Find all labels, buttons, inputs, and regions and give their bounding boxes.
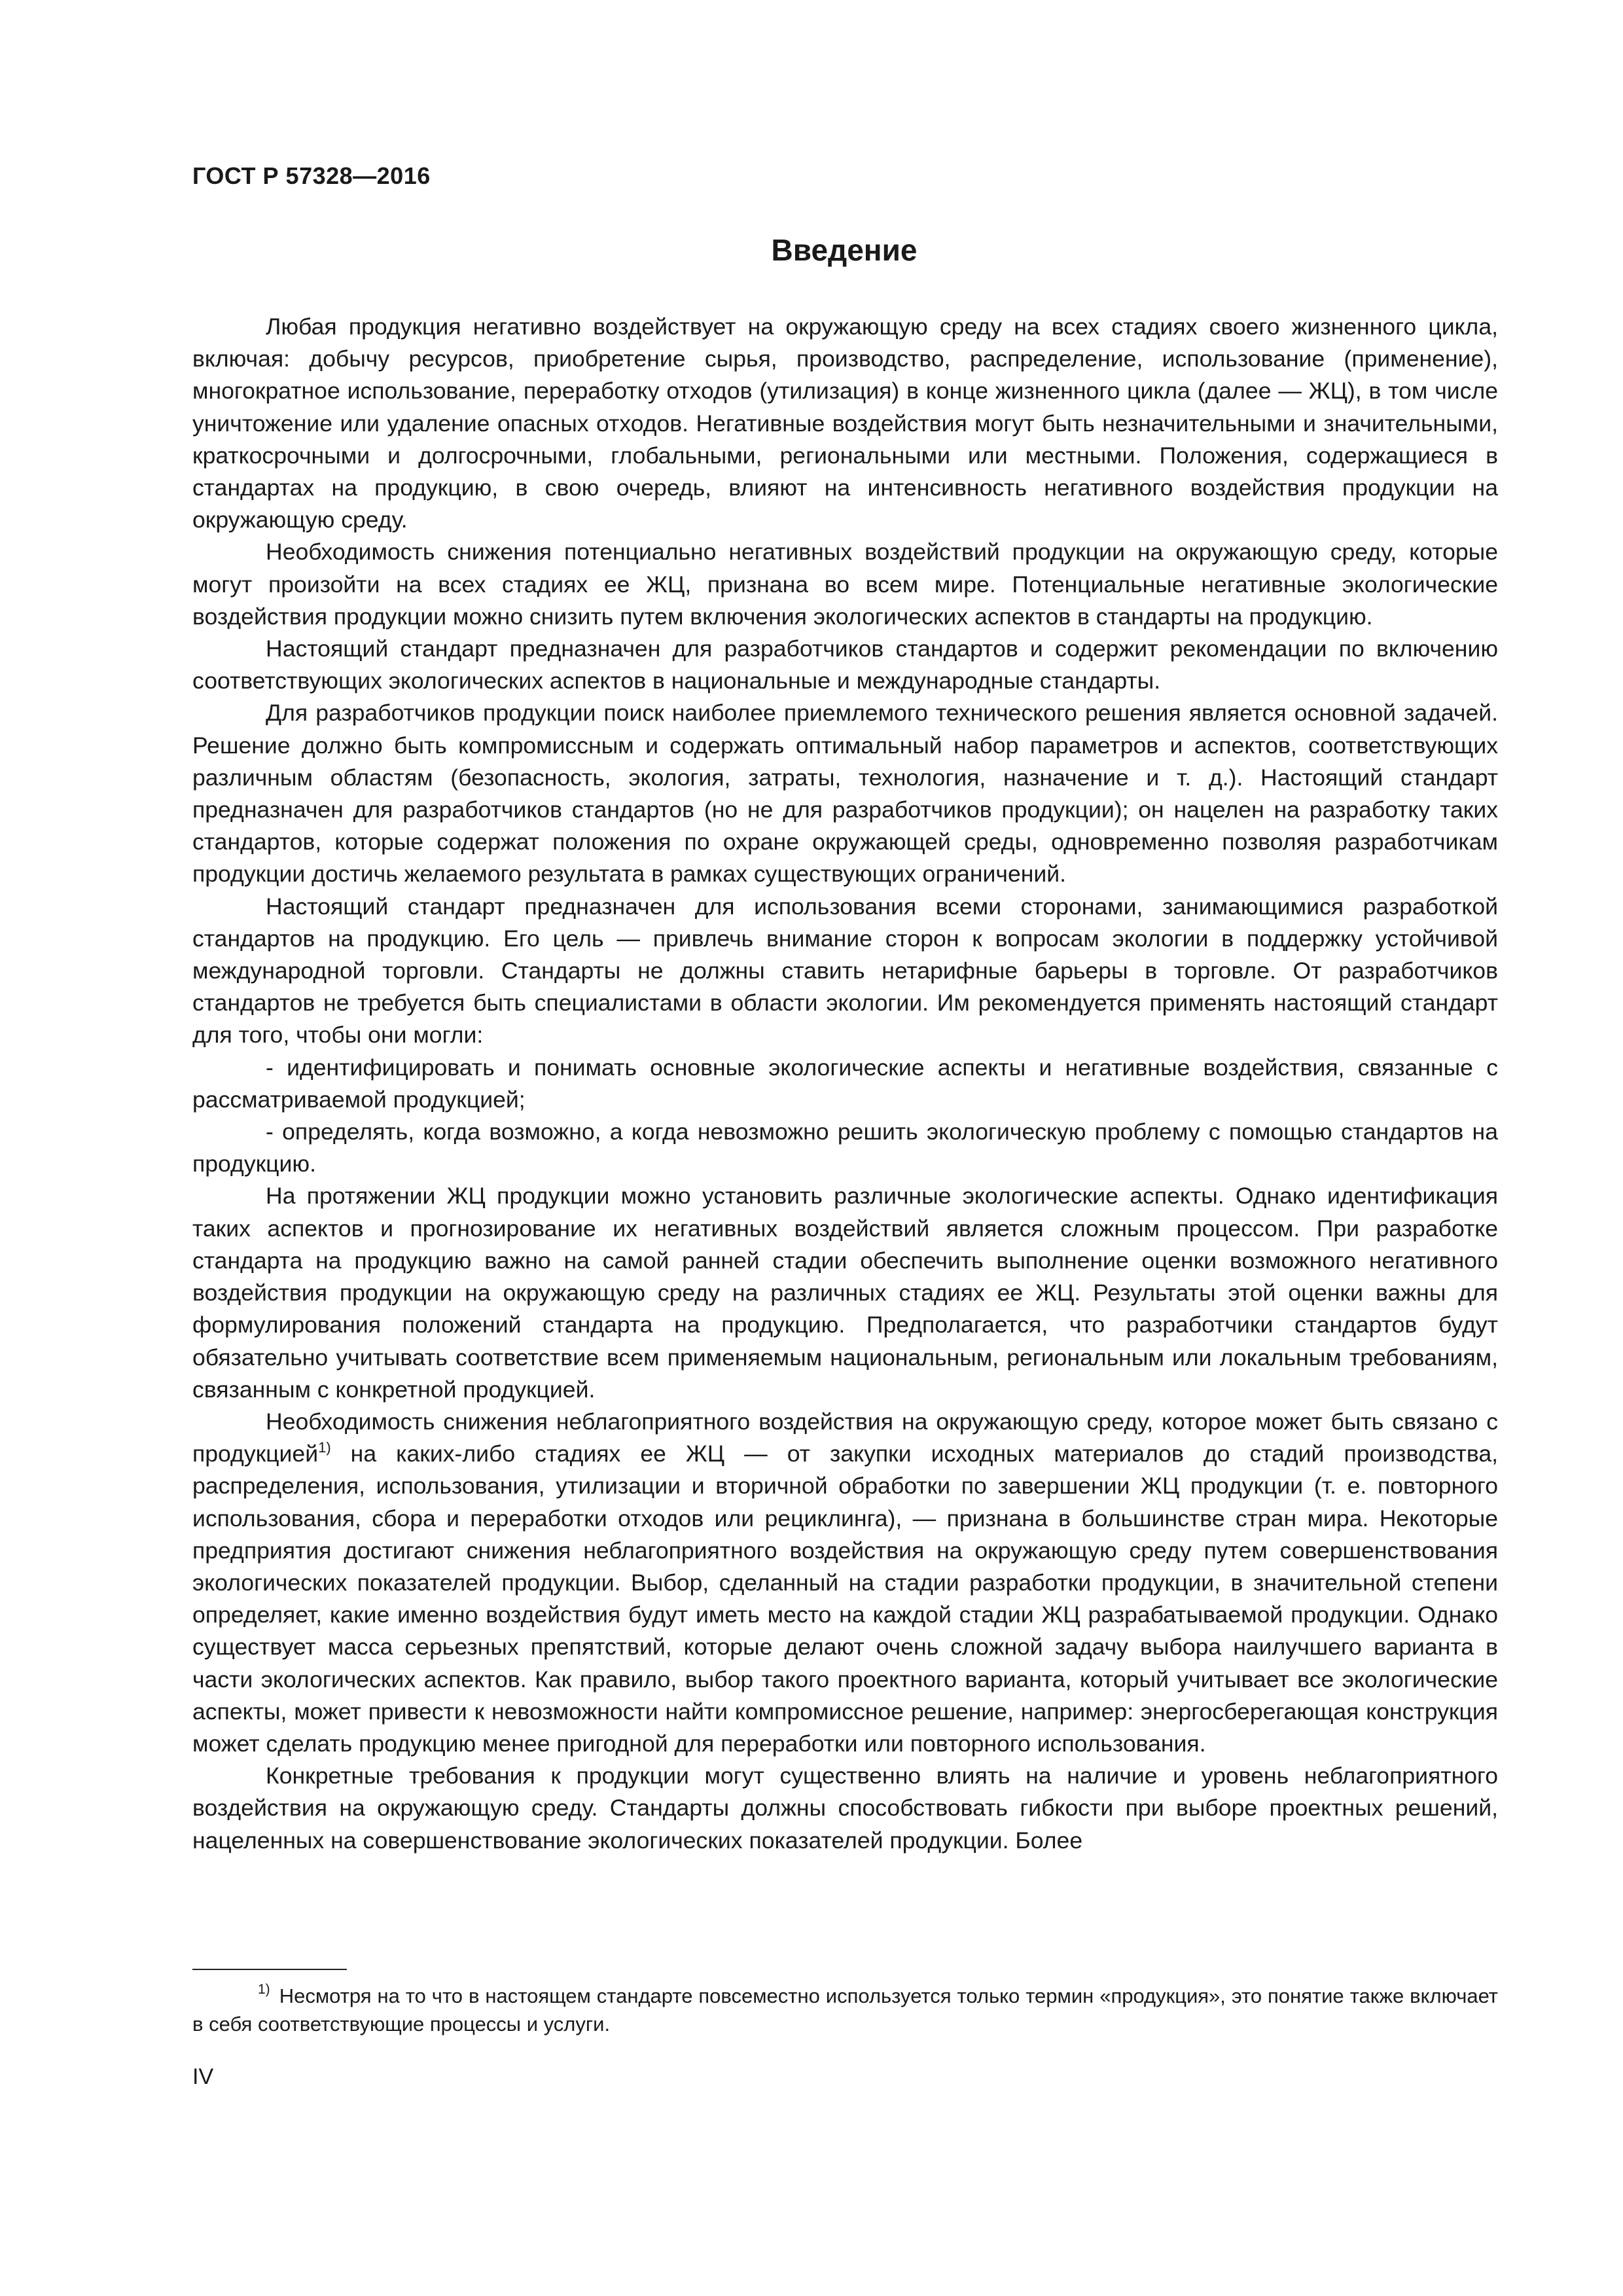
- footnote-marker: 1): [258, 1982, 270, 1997]
- list-item: - идентифицировать и понимать основные экологические аспекты и негативные воздействия, связанные с рассматриваемой продукцией;: [192, 1054, 1498, 1113]
- footnote: [192, 1982, 1498, 2038]
- footnote-text: Несмотря на то что в настоящем стандарте повсеместно используется только термин «продукция», это понятие также включает в себя соответствующие процессы и услуги.: [192, 1984, 1498, 2036]
- list-item: - определять, когда возможно, а когда невозможно решить экологическую проблему с помощью стандартов на продукцию.: [192, 1119, 1498, 1177]
- paragraph-with-footnote-ref: [192, 1406, 1498, 1760]
- paragraph: Для разработчиков продукции поиск наиболее приемлемого технического решения является основной задачей. Решение должно быть компромиссным и содержать оптимальный набор параметров и аспектов, соответствующих различным областям (безопасность, экология, затраты, технология, назначение и т. д.). Настоящий стандарт предназначен для разработчиков стандартов (но не для разработчиков продукции); он нацелен на разработку таких стандартов, которые содержат положения по охране окружающей среды, одновременно позволяя разработчикам продукции достичь желаемого результата в рамках существующих ограничений.: [192, 700, 1498, 888]
- paragraph: Любая продукция негативно воздействует на окружающую среду на всех стадиях своего жизненного цикла, включая: добычу ресурсов, приобретение сырья, производство, распределение, использование (применение), многократное использование, переработку отходов (утилизация) в конце жизненного цикла (далее — ЖЦ), в том числе уничтожение или удаление опасных отходов. Негативные воздействия могут быть незначительными и значительными, краткосрочными и долгосрочными, глобальными, региональными или местными. Положения, содержащиеся в стандартах на продукцию, в свою очередь, влияют на интенсивность негативного воздействия продукции на окружающую среду.: [192, 314, 1498, 533]
- paragraph-text: Необходимость снижения неблагоприятного воздействия на окружающую среду, которое может быть связано с продукцией: [192, 1408, 1498, 1467]
- paragraph: На протяжении ЖЦ продукции можно установить различные экологические аспекты. Однако идентификация таких аспектов и прогнозирование их негативных воздействий является сложным процессом. При разработке стандарта на продукцию важно на самой ранней стадии обеспечить выполнение оценки возможного негативного воздействия продукции на окружающую среду на различных стадиях ее ЖЦ. Результаты этой оценки важны для формулирования положений стандарта на продукцию. Предполагается, что разработчики стандартов будут обязательно учитывать соответствие всем применяемым национальным, региональным или локальным требованиям, связанным с конкретной продукцией.: [192, 1183, 1498, 1403]
- page-number: IV: [192, 2064, 214, 2089]
- paragraph-text: на каких-либо стадиях ее ЖЦ — от закупки исходных материалов до стадий производства, распределения, использования, утилизации и вторичной обработки по завершении ЖЦ продукции (т. е. повторного использования, сбора и переработки отходов или рециклинга), — признана в большинстве стран мира. Некоторые предприятия достигают снижения неблагоприятного воздействия на окружающую среду путем совершенствования экологических показателей продукции. Выбор, сделанный на стадии разработки продукции, в значительной степени определяет, какие именно воздействия будут иметь место на каждой стадии ЖЦ разрабатываемой продукции. Однако существует масса серьезных препятствий, которые делают очень сложной задачу выбора наилучшего варианта в части экологических аспектов. Как правило, выбор такого проектного варианта, который учитывает все экологические аспекты, может привести к невозможности найти компромиссное решение, например: энергосберегающая конструкция может сделать продукцию менее пригодной для переработки или повторного использования.: [192, 1441, 1498, 1757]
- paragraph: Настоящий стандарт предназначен для использования всеми сторонами, занимающимися разработкой стандартов на продукцию. Его цель — привлечь внимание сторон к вопросам экологии в поддержку устойчивой международной торговли. Стандарты не должны ставить нетарифные барьеры в торговле. От разработчиков стандартов не требуется быть специалистами в области экологии. Им рекомендуется применять настоящий стандарт для того, чтобы они могли:: [192, 893, 1498, 1049]
- document-code-header: ГОСТ Р 57328—2016: [192, 162, 431, 189]
- body-text: [192, 311, 1498, 1857]
- paragraph: Конкретные требования к продукции могут существенно влиять на наличие и уровень неблагоприятного воздействия на окружающую среду. Стандарты должны способствовать гибкости при выборе проектных решений, нацеленных на совершенствование экологических показателей продукции. Более: [192, 1763, 1498, 1854]
- paragraph: Настоящий стандарт предназначен для разработчиков стандартов и содержит рекомендации по включению соответствующих экологических аспектов в национальные и международные стандарты.: [192, 636, 1498, 694]
- section-title: Введение: [771, 233, 918, 267]
- footnote-reference: 1): [318, 1439, 331, 1456]
- footnote-divider: [192, 1969, 347, 1970]
- paragraph: Необходимость снижения потенциально негативных воздействий продукции на окружающую среду, которые могут произойти на всех стадиях ее ЖЦ, признана во всем мире. Потенциальные негативные экологические воздействия продукции можно снизить путем включения экологических аспектов в стандарты на продукцию.: [192, 539, 1498, 630]
